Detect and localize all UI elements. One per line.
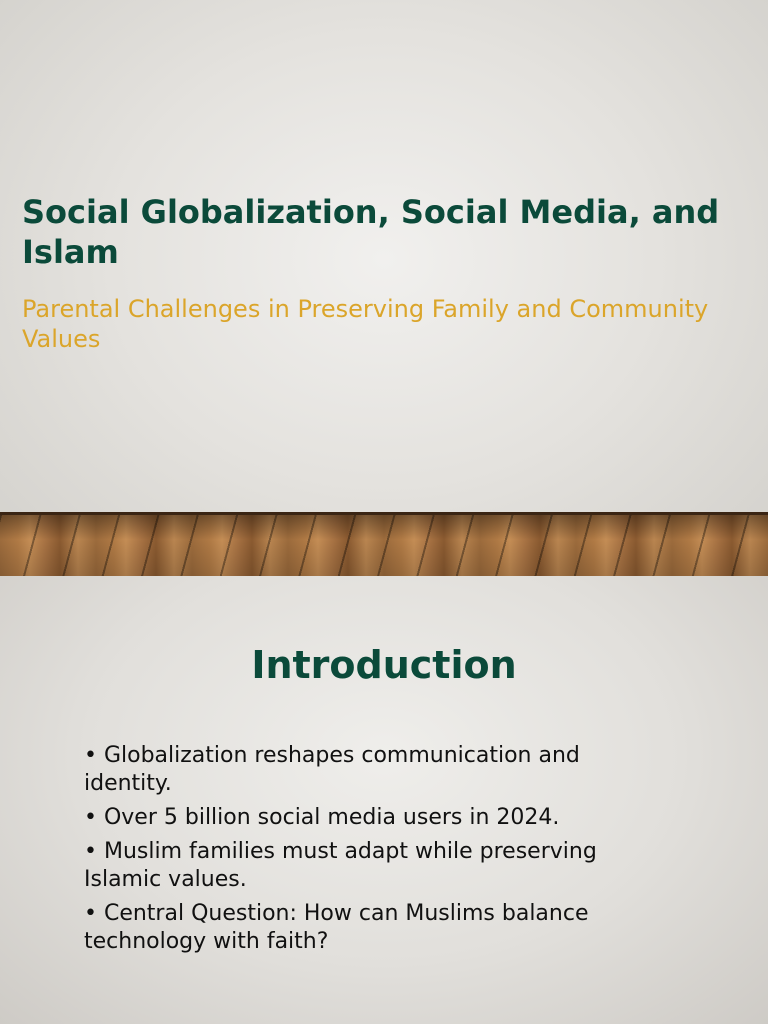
bullet-item: • Central Question: How can Muslims balance technology with faith?: [84, 901, 589, 954]
bullet-list: [84, 742, 654, 962]
slide-title: Social Globalization, Social Media, and Islam: [22, 193, 720, 271]
bullet-item: • Globalization reshapes communication and identity.: [84, 743, 580, 796]
bullet-item: • Over 5 billion social media users in 2024.: [84, 805, 560, 830]
bullet-item: • Muslim families must adapt while preserving Islamic values.: [84, 839, 597, 892]
slide-subtitle: Parental Challenges in Preserving Family and Community Values: [22, 295, 709, 353]
slide-heading: Introduction: [251, 643, 517, 687]
wood-floor-decoration: [0, 512, 768, 576]
introduction-slide: [0, 576, 768, 1024]
